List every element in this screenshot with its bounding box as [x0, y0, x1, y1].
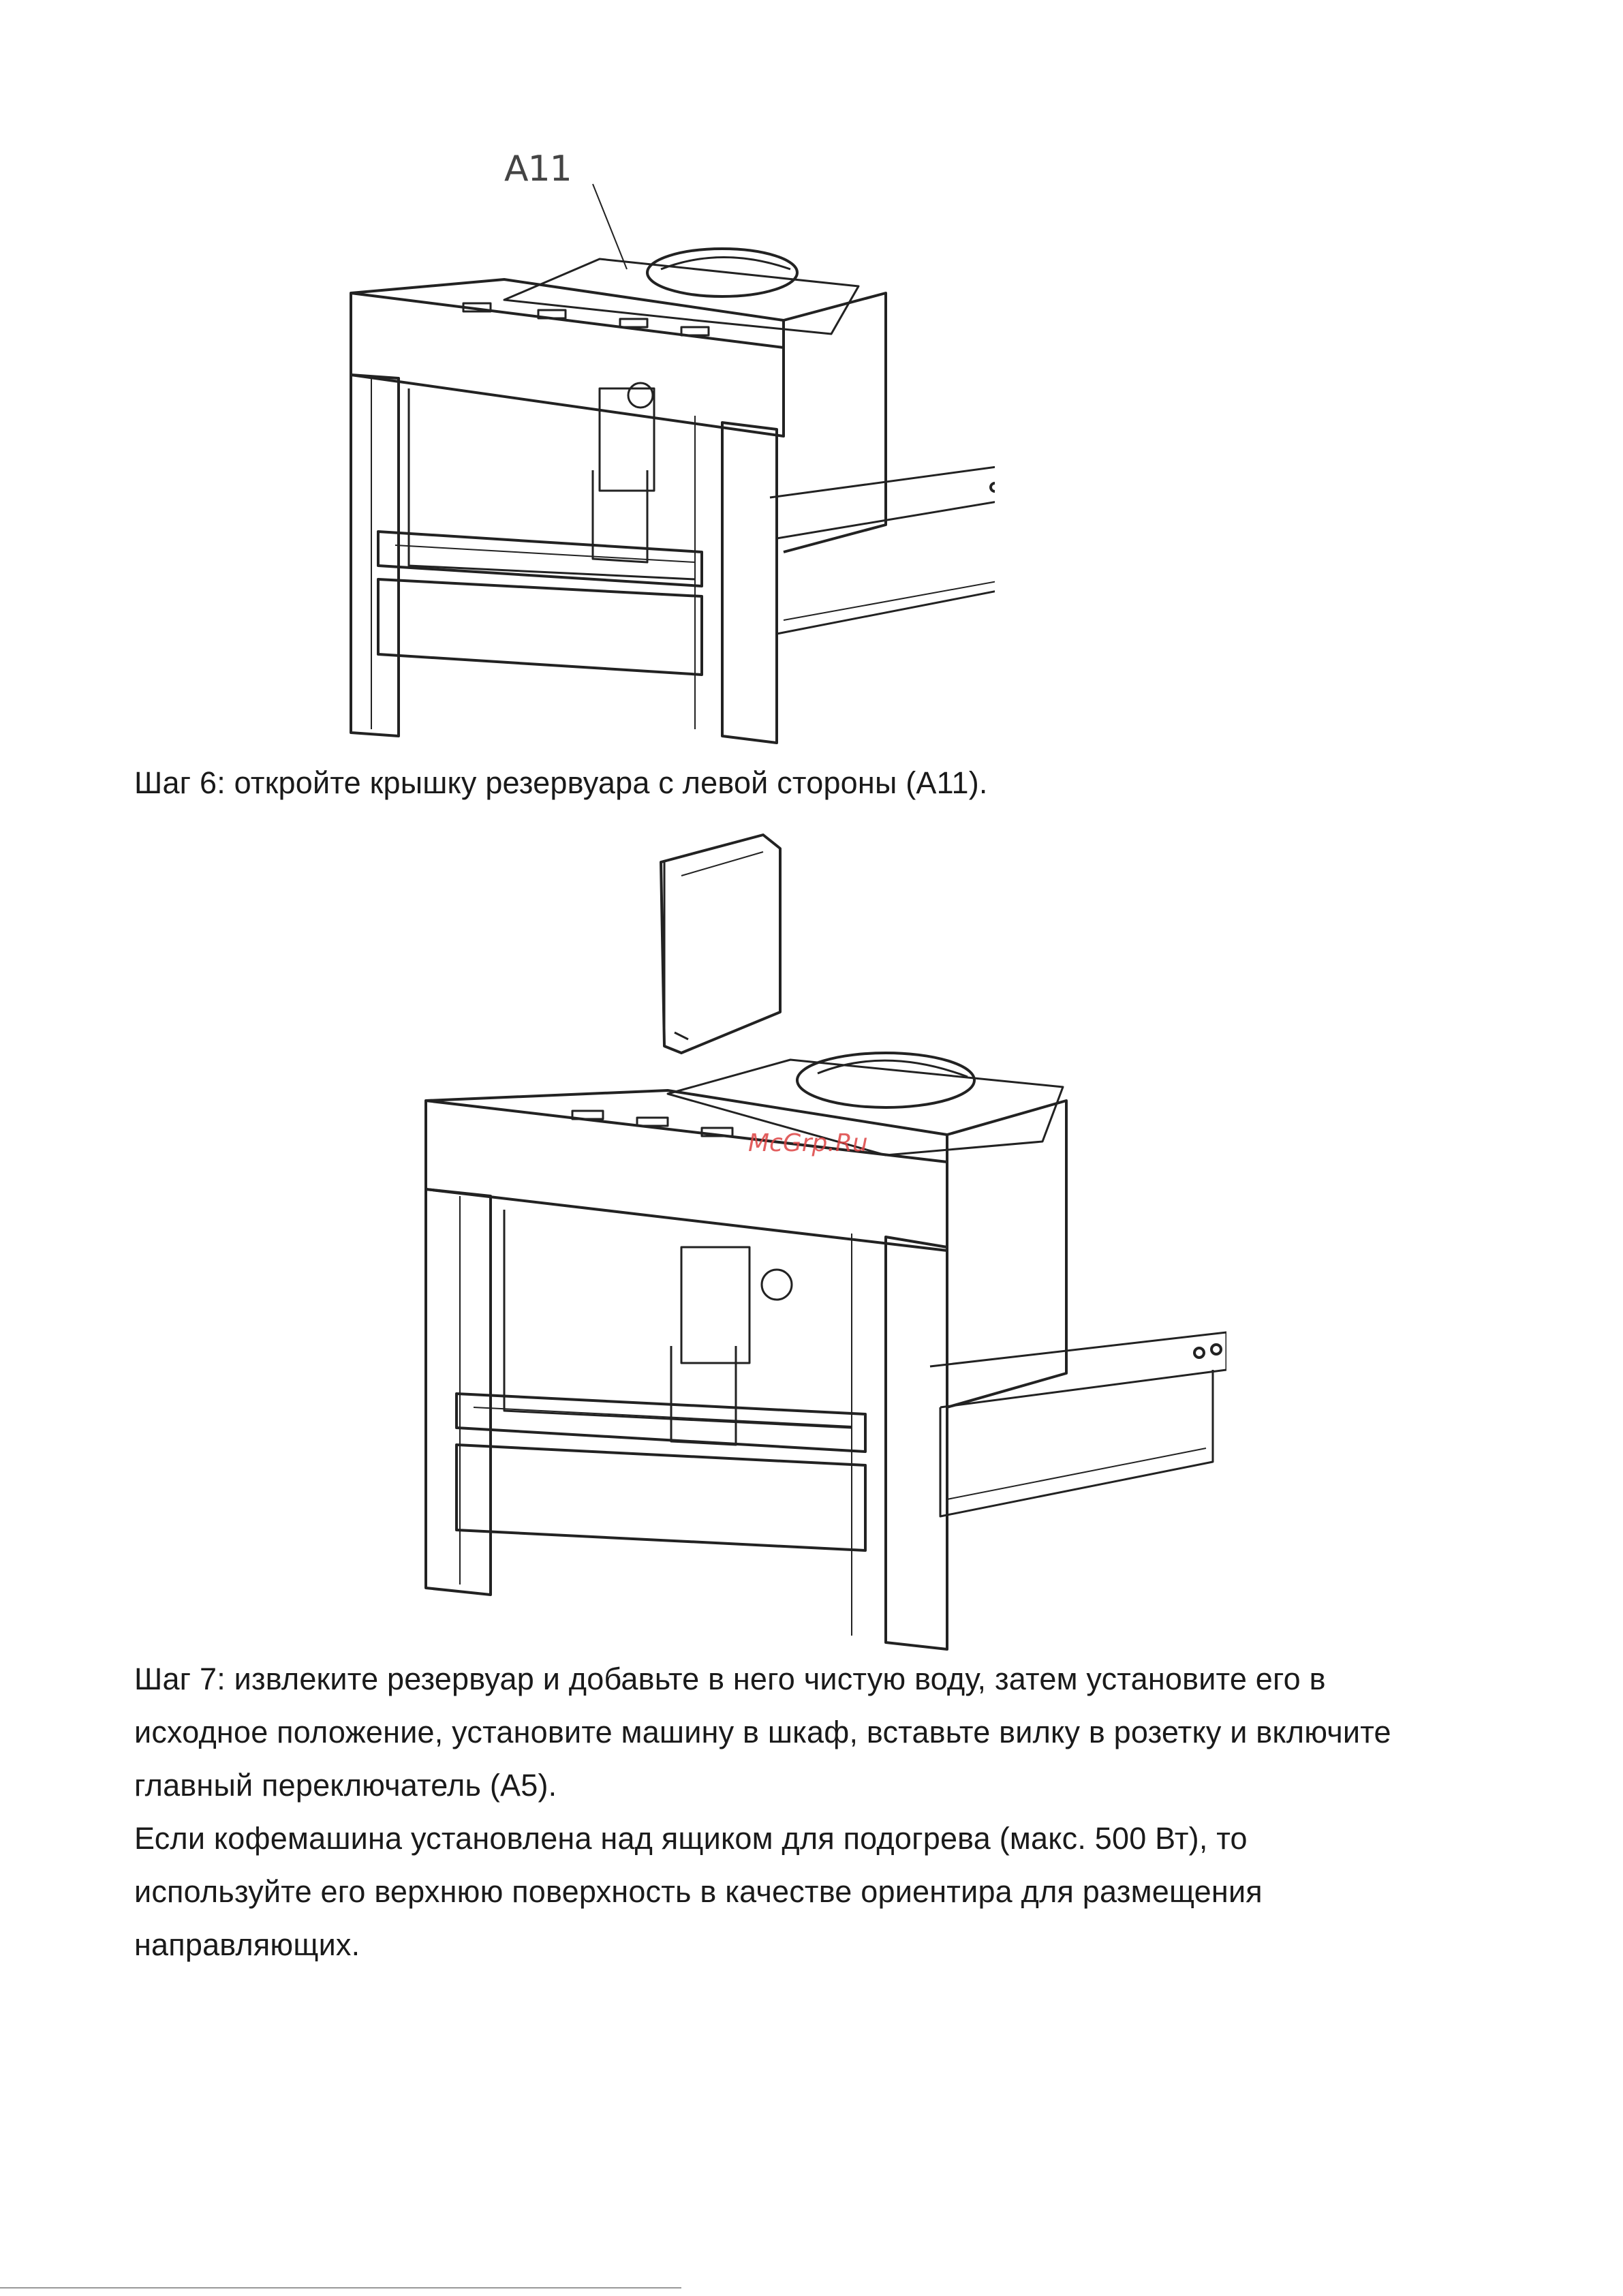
note-line-1: Если кофемашина установлена над ящиком для подогрева (макс. 500 Вт), то: [134, 1821, 1248, 1856]
step6-text: Шаг 6: откройте крышку резервуара с левой стороны (A11).: [134, 765, 988, 800]
step6-caption: [134, 756, 1514, 810]
step7-line-1: Шаг 7: извлеките резервуар и добавьте в него чистую воду, затем установите его в: [134, 1662, 1326, 1696]
note-line-3: направляющих.: [134, 1927, 360, 1962]
step7-line-2: исходное положение, установите машину в шкаф, вставьте вилку в розетку и включите: [134, 1715, 1391, 1749]
step7-line-3: главный переключатель (A5).: [134, 1768, 557, 1803]
callout-a11: A11: [504, 149, 572, 189]
note-line-2: используйте его верхнюю поверхность в качестве ориентира для размещения: [134, 1874, 1263, 1909]
step7-block: [134, 1653, 1514, 1972]
figure-step7: [409, 828, 1226, 1656]
watermark: McGrp.Ru: [748, 1129, 868, 1157]
figure-step6: [341, 143, 995, 756]
footer-rule: [0, 2287, 681, 2289]
